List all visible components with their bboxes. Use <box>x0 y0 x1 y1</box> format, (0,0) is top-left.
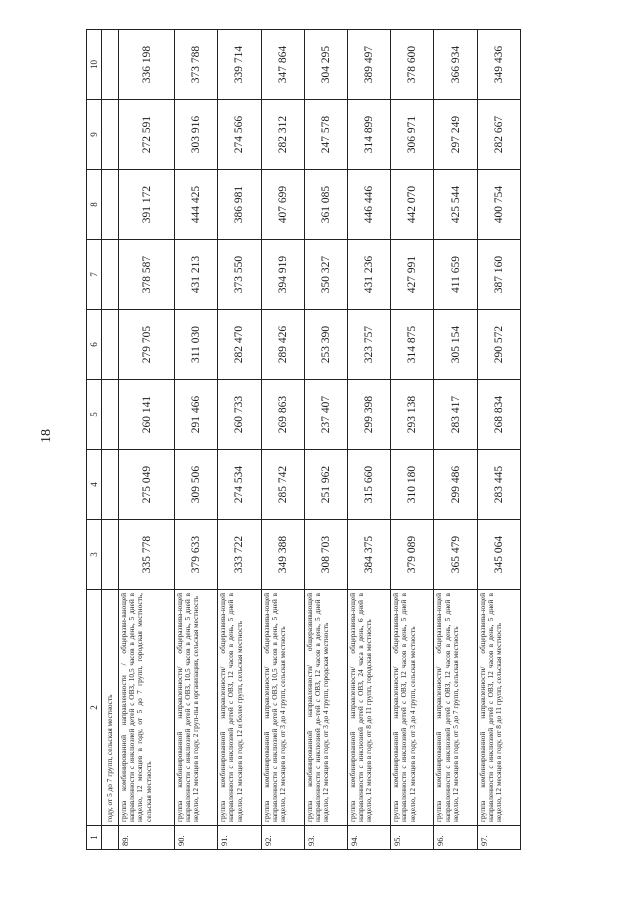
header-cell: 7 <box>87 240 102 310</box>
value-cell: 347 864 <box>261 30 304 100</box>
value-cell: 431 236 <box>348 240 391 310</box>
value-cell: 303 916 <box>175 100 218 170</box>
row-description: группа комбинированной направленности/ общеразвива-ющей направленности с инклюзией детей с ОВЗ, 12 часов в день, 5 дней в неделю, 12 месяцев в году, 12 и более групп, сельская местность <box>218 590 261 826</box>
value-cell: 333 722 <box>218 520 261 590</box>
value-cell <box>102 450 119 520</box>
header-row <box>87 30 102 850</box>
value-cell: 425 544 <box>434 170 477 240</box>
value-cell: 365 479 <box>434 520 477 590</box>
value-cell: 299 486 <box>434 450 477 520</box>
table-row <box>119 30 175 850</box>
row-index-cell: 97. <box>477 826 520 850</box>
header-cell: 9 <box>87 100 102 170</box>
value-cell: 297 249 <box>434 100 477 170</box>
row-description: группа комбинированной направленности/ общеразвива-ющей направленности с инклюзией детей с ОВЗ, 10,5 часов в день, 5 дней в неделю, 12 месяцев в году, от 3 до 4 групп, сельская местность <box>261 590 304 826</box>
table-row <box>348 30 391 850</box>
row-index-cell: 90. <box>175 826 218 850</box>
row-index-cell: 89. <box>119 826 175 850</box>
value-cell <box>102 100 119 170</box>
header-cell: 2 <box>87 590 102 826</box>
row-description: группа комбинированной направленности / общеразви-вающей направленности с инклюзией детей с ОВЗ, 10,5 часов в день, 5 дней в неделю, 12 месяцев в году, от 5 до 7 групп, городская местность, сельская местность <box>119 590 175 826</box>
value-cell: 282 312 <box>261 100 304 170</box>
cost-table <box>86 29 521 850</box>
value-cell: 309 506 <box>175 450 218 520</box>
value-cell <box>102 240 119 310</box>
value-cell: 310 180 <box>391 450 434 520</box>
row-description: группа комбинированной направленности/ общеразвива-ющей направленности с инклюзией детей с ОВЗ, 10,5 часов в день, 5 дней в неделю, 12 месяцев в году, 2 груп-пы в организации, сельская местность <box>175 590 218 826</box>
value-cell: 378 587 <box>119 240 175 310</box>
row-description: группа комбинированной направленности/ общеразвива-ющей направленности с инклюзией детей с ОВЗ, 12 часов в день, 5 дней в неделю, 12 месяцев в году, от 3 до 4 групп, сельская местность <box>391 590 434 826</box>
value-cell: 304 295 <box>304 30 347 100</box>
row-index-cell: 95. <box>391 826 434 850</box>
row-description: группа комбинированной направленности/ общеразвива-ющей направленности с инклюзией детей с ОВЗ, 12 часов в день, 5 дней в неделю, 12 месяцев в году, от 5 до 7 групп, сельская местность <box>434 590 477 826</box>
table-row <box>261 30 304 850</box>
value-cell: 285 742 <box>261 450 304 520</box>
header-cell: 5 <box>87 380 102 450</box>
row-index-cell <box>102 826 119 850</box>
value-cell: 389 497 <box>348 30 391 100</box>
value-cell: 366 934 <box>434 30 477 100</box>
value-cell: 291 466 <box>175 380 218 450</box>
value-cell: 282 667 <box>477 100 520 170</box>
value-cell: 400 754 <box>477 170 520 240</box>
value-cell: 378 600 <box>391 30 434 100</box>
value-cell: 247 578 <box>304 100 347 170</box>
value-cell: 427 991 <box>391 240 434 310</box>
row-index-cell: 96. <box>434 826 477 850</box>
value-cell: 260 733 <box>218 380 261 450</box>
table-row <box>434 30 477 850</box>
value-cell <box>102 310 119 380</box>
value-cell: 274 566 <box>218 100 261 170</box>
value-cell: 283 417 <box>434 380 477 450</box>
value-cell: 349 388 <box>261 520 304 590</box>
value-cell <box>102 30 119 100</box>
table-row <box>175 30 218 850</box>
value-cell: 442 070 <box>391 170 434 240</box>
value-cell: 384 375 <box>348 520 391 590</box>
value-cell: 306 971 <box>391 100 434 170</box>
header-cell: 4 <box>87 450 102 520</box>
header-cell: 6 <box>87 310 102 380</box>
value-cell: 431 213 <box>175 240 218 310</box>
value-cell <box>102 520 119 590</box>
value-cell: 411 659 <box>434 240 477 310</box>
value-cell: 314 875 <box>391 310 434 380</box>
value-cell: 305 154 <box>434 310 477 380</box>
table-row <box>477 30 520 850</box>
header-cell: 1 <box>87 826 102 850</box>
rotated-table-container <box>86 30 521 850</box>
value-cell: 386 981 <box>218 170 261 240</box>
value-cell: 279 705 <box>119 310 175 380</box>
value-cell: 282 470 <box>218 310 261 380</box>
row-index-cell: 92. <box>261 826 304 850</box>
value-cell: 444 425 <box>175 170 218 240</box>
value-cell: 391 172 <box>119 170 175 240</box>
value-cell: 237 407 <box>304 380 347 450</box>
header-cell: 10 <box>87 30 102 100</box>
value-cell: 373 788 <box>175 30 218 100</box>
value-cell: 345 064 <box>477 520 520 590</box>
value-cell: 290 572 <box>477 310 520 380</box>
value-cell: 323 757 <box>348 310 391 380</box>
table-row <box>304 30 347 850</box>
value-cell: 299 398 <box>348 380 391 450</box>
value-cell: 379 633 <box>175 520 218 590</box>
value-cell: 260 141 <box>119 380 175 450</box>
value-cell: 339 714 <box>218 30 261 100</box>
value-cell: 379 089 <box>391 520 434 590</box>
value-cell: 269 863 <box>261 380 304 450</box>
value-cell: 407 699 <box>261 170 304 240</box>
table-row <box>391 30 434 850</box>
value-cell: 289 426 <box>261 310 304 380</box>
value-cell: 283 445 <box>477 450 520 520</box>
value-cell: 373 550 <box>218 240 261 310</box>
value-cell: 335 778 <box>119 520 175 590</box>
value-cell: 314 899 <box>348 100 391 170</box>
row-description: группа комбинированной направленности/ общеразвива-ющей направленности с инклюзией детей с ОВЗ, 12 часов в день, 5 дней в неделю, 12 месяцев в году, от 8 до 11 групп, сельская местность <box>477 590 520 826</box>
value-cell <box>102 170 119 240</box>
value-cell: 308 703 <box>304 520 347 590</box>
row-index-cell: 93. <box>304 826 347 850</box>
value-cell <box>102 380 119 450</box>
continuation-row <box>102 30 119 850</box>
table-row <box>218 30 261 850</box>
value-cell: 394 919 <box>261 240 304 310</box>
value-cell: 268 834 <box>477 380 520 450</box>
value-cell: 251 962 <box>304 450 347 520</box>
value-cell: 253 390 <box>304 310 347 380</box>
value-cell: 446 446 <box>348 170 391 240</box>
value-cell: 311 030 <box>175 310 218 380</box>
row-description: группа комбинированной направленности/ общеразвивающей направленности с инклюзией де-тей с ОВЗ, 12 часов в день, 5 дней в неделю, 12 месяцев в году, от 3 до 4 групп, городская местность <box>304 590 347 826</box>
table-body <box>102 30 521 850</box>
value-cell: 349 436 <box>477 30 520 100</box>
row-index-cell: 91. <box>218 826 261 850</box>
header-cell: 3 <box>87 520 102 590</box>
value-cell: 350 327 <box>304 240 347 310</box>
value-cell: 336 198 <box>119 30 175 100</box>
value-cell: 293 138 <box>391 380 434 450</box>
value-cell: 272 591 <box>119 100 175 170</box>
header-cell: 8 <box>87 170 102 240</box>
value-cell: 387 160 <box>477 240 520 310</box>
row-description: году, от 5 до 7 групп, сельская местность <box>102 590 119 826</box>
row-index-cell: 94. <box>348 826 391 850</box>
row-description: группа комбинированной направленности/ общеразвива-ющей направленности с инклюзией детей с ОВЗ, 24 часа в день, 6 дней в неделю, 12 месяцев в году, от 8 до 11 групп, городская местность <box>348 590 391 826</box>
value-cell: 361 085 <box>304 170 347 240</box>
page-number: 18 <box>39 429 54 443</box>
value-cell: 275 049 <box>119 450 175 520</box>
value-cell: 315 660 <box>348 450 391 520</box>
value-cell: 274 534 <box>218 450 261 520</box>
